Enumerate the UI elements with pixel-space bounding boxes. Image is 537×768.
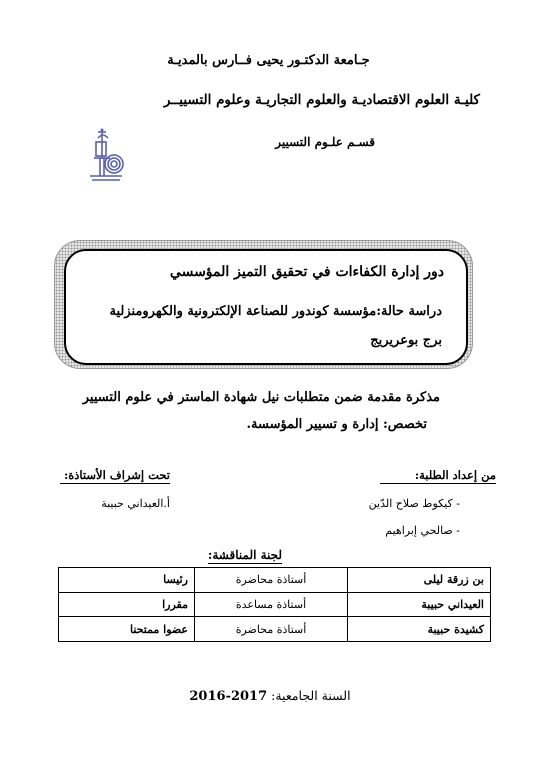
jury-member-rank: أستاذة مساعدة	[195, 592, 348, 617]
academic-year	[120, 688, 420, 704]
academic-year-label: السنة الجامعية:	[271, 688, 351, 703]
jury-member-role: عضوا ممتحنا	[59, 617, 195, 642]
case-study-line1: دراسة حالة:مؤسسة كوندور للصناعة الإلكترونية والكهرومنزلية	[109, 304, 442, 319]
memo-description: مذكرة مقدمة ضمن متطلبات نيل شهادة الماستر في علوم التسيير	[82, 390, 440, 405]
specialization: تخصص: إدارة و تسيير المؤسسة.	[246, 417, 427, 432]
table-row	[59, 592, 491, 617]
student-name: - كيكوط صلاح الدّين	[368, 497, 460, 510]
thesis-title: دور إدارة الكفاءات في تحقيق التميز المؤسسي	[169, 264, 444, 280]
jury-title-text: لجنة المناقشة:	[207, 548, 283, 562]
jury-member-role: رئيسا	[59, 568, 195, 593]
jury-member-name: العيداني حبيبة	[348, 592, 491, 617]
jury-title	[190, 548, 300, 562]
jury-member-name: بن زرقة ليلى	[348, 568, 491, 593]
table-row	[59, 568, 491, 593]
jury-member-rank: أستاذة محاضرة	[195, 617, 348, 642]
students-label: من إعداد الطلبة:	[380, 468, 496, 484]
academic-year-value: 2016-2017	[189, 689, 268, 704]
supervisor-name: أ.العيداني حبيبة	[101, 497, 170, 510]
jury-member-name: كشيدة حبيبة	[348, 617, 491, 642]
jury-member-role: مقررا	[59, 592, 195, 617]
supervisor-label: تحت إشراف الأستاذة:	[60, 468, 170, 484]
table-row	[59, 617, 491, 642]
university-name: جـامعة الدكتـور يحيى فــارس بالمديـة	[167, 53, 370, 68]
student-name: - صالحي إبراهيم	[385, 524, 460, 537]
university-emblem-icon	[84, 128, 130, 183]
faculty-name: كليـة العلوم الاقتصاديـة والعلوم التجاريـة وعلوم التسييــر	[163, 92, 480, 108]
jury-member-rank: أستاذة محاضرة	[195, 568, 348, 593]
case-study-line2: برج بوعريريج	[370, 333, 442, 348]
department-name: قسـم علـوم التسيير	[275, 135, 375, 149]
jury-table	[58, 567, 491, 642]
